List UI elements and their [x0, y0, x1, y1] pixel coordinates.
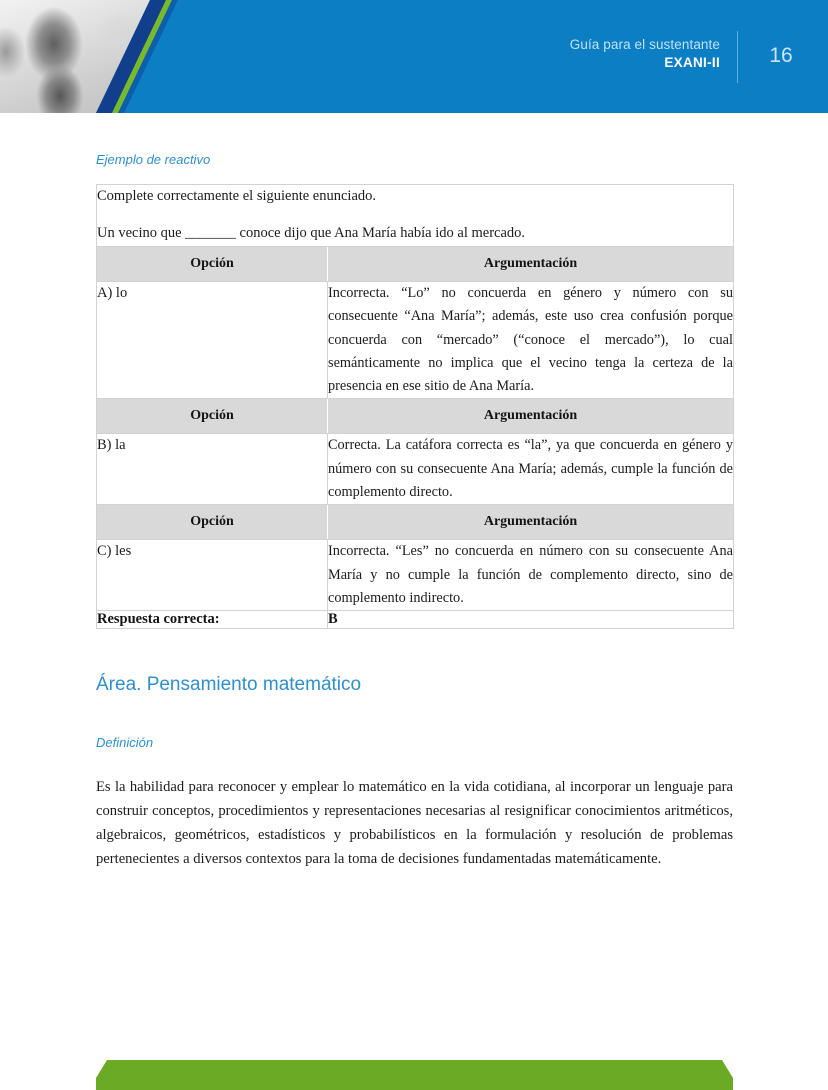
option-label-c: C) les [97, 540, 328, 611]
header-brand-line1: Guía para el sustentante [569, 37, 720, 52]
definition-paragraph: Es la habilidad para reconocer y emplear lo matemático en la vida cotidiana, al incorporar un lenguaje para construir conceptos, procedimientos y representaciones necesarias al resignificar conocimientos aritméticos, algebraicos, geométricos, estadísticos y probabilísticos en la formulación y resolución de problemas pertenecientes a diversos contextos para la toma de decisiones fundamentadas matemáticamente. [96, 779, 733, 867]
example-item-table [96, 184, 734, 629]
stem-cell [97, 185, 734, 247]
column-header-argument: Argumentación [328, 246, 734, 281]
table-header-row-b [97, 399, 734, 434]
option-argument-c: Incorrecta. “Les” no concuerda en número con su consecuente Ana María y no cumple la función de complemento directo, sino de complemento indirecto. [328, 540, 734, 611]
table-row [97, 434, 734, 505]
column-header-option: Opción [97, 505, 328, 540]
table-row-stem [97, 185, 734, 247]
page-content [96, 113, 733, 886]
option-argument-a: Incorrecta. “Lo” no concuerda en género y número con su consecuente “Ana María”; además, este uso crea confusión porque concuerda con “mercado” (“conoce el mercado”), lo cual semánticamente no implica que el vecino tenga la certeza de la presencia en ese sitio de Ana María. [328, 281, 734, 398]
page-number: 16 [769, 44, 793, 67]
column-header-option: Opción [97, 399, 328, 434]
table-row [97, 540, 734, 611]
header-brand [570, 36, 720, 72]
page-header [0, 0, 828, 113]
correct-answer-label: Respuesta correcta: [97, 611, 328, 629]
table-row [97, 281, 734, 398]
table-row-answer [97, 611, 734, 629]
correct-answer-value: B [328, 611, 734, 629]
option-argument-b: Correcta. La catáfora correcta es “la”, ya que concuerda en género y número con su consecuente Ana María; además, cumple la función de complemento directo. [328, 434, 734, 505]
example-label: Ejemplo de reactivo [96, 152, 211, 167]
column-header-argument: Argumentación [328, 399, 734, 434]
column-header-argument: Argumentación [328, 505, 734, 540]
definition-label: Definición [96, 735, 154, 751]
section-heading: Área. Pensamiento matemático [96, 674, 362, 696]
footer-green-banner [96, 1060, 733, 1090]
header-brand-line2: EXANI-II [664, 55, 720, 71]
option-label-b: B) la [97, 434, 328, 505]
column-header-option: Opción [97, 246, 328, 281]
item-stem: Un vecino que _______ conoce dijo que Ana María había ido al mercado. [97, 225, 526, 242]
item-instruction: Complete correctamente el siguiente enunciado. [97, 188, 377, 204]
table-header-row-c [97, 505, 734, 540]
header-divider [737, 31, 738, 83]
table-header-row-a [97, 246, 734, 281]
option-label-a: A) lo [97, 281, 328, 398]
